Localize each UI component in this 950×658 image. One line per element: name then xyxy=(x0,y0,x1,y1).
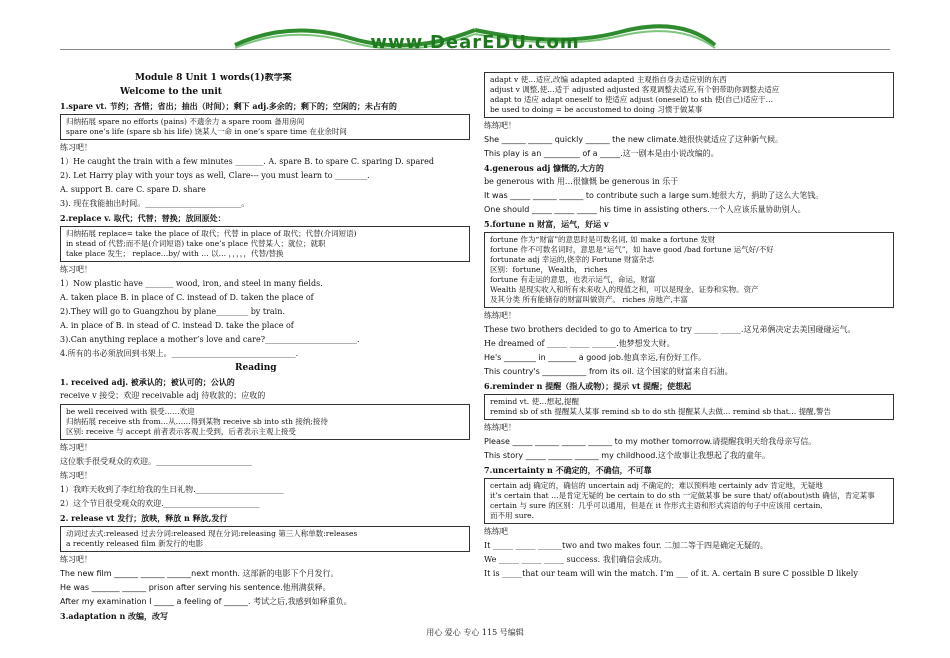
text-line: A. taken place B. in place of C. instead of D. taken the place of xyxy=(60,293,314,302)
note-line: 归纳拓展 replace= take the place of 取代；代替 in place of 取代；代替(介词短语) xyxy=(66,229,357,238)
section-heading: 2.replace v. 取代；代替；替换；放回原处： xyxy=(60,213,226,223)
note-line: fortunate adj 幸运的,侥幸的 Fortune 财富杂志 xyxy=(490,255,654,264)
section-heading: 7.uncertainty n 不确定的，不确信，不可靠 xyxy=(484,465,652,475)
text-line: 2).They will go to Guangzhou by plane________ by train. xyxy=(60,307,285,316)
page-footer: 用心 爱心 专心 115 号编辑 xyxy=(426,628,524,637)
note-line: fortune 作不可数名词时，意思是“运气”，如 have good /bad fortune 运气好/不好 xyxy=(490,245,774,254)
text-line: 练练吧！ xyxy=(484,311,516,320)
text-line: 练习吧！ xyxy=(60,143,92,152)
text-line: 这位歌手很受观众的欢迎。________________________ xyxy=(60,457,252,466)
text-line: The new film ______ ______ ______next month. 这部新的电影下个月发行。 xyxy=(60,569,339,578)
text-line: 练练吧！ xyxy=(484,121,516,130)
note-line: adjust v 调整,使…适于 adjusted adjusted 客观调整去适应,有个钥带助你调整去适应 xyxy=(490,85,780,94)
note-line: take place 发生； replace…by/ with … 以… ，，，，，代替/替换 xyxy=(66,249,284,258)
note-box xyxy=(60,114,470,140)
text-line: This story _____ ______ ______ my childhood.这个故事让我想起了我的童年。 xyxy=(484,451,770,460)
section-heading: 1. received adj. 被承认的；被认可的；公认的 xyxy=(60,377,235,387)
note-box xyxy=(60,404,470,440)
note-line: remind vt. 使…想起,提醒 xyxy=(490,397,579,406)
section-heading: 6.reminder n 提醒（指人或物）；提示 vt 提醒；使想起 xyxy=(484,381,692,391)
section-heading: 3.adaptation n 改编，改写 xyxy=(60,611,169,621)
header-divider xyxy=(60,49,890,50)
note-box xyxy=(484,394,894,420)
text-line: This country's ___________ from its oil. 这个国家的财富来自石油。 xyxy=(484,367,733,376)
text-line: He's ________ in _______ a good job.他真幸运,有份好工作。 xyxy=(484,353,706,362)
note-box xyxy=(60,526,470,552)
note-line: 归纳拓展 receive sth from…从……得到某物 receive sb into sth 接纳;接待 xyxy=(66,417,328,426)
text-line: A. support B. care C. spare D. share xyxy=(60,185,206,194)
note-line: fortune 有走运的意思，也表示运气，命运，财富 xyxy=(490,275,656,284)
text-line: 4.所有的书必须放回到书架上。_______________________________. xyxy=(60,349,299,358)
section-heading: Module 8 Unit 1 words(1)教学案 xyxy=(135,73,292,83)
text-line: It was _____ ______ ______ to contribute such a large sum.她很大方，捐助了这么大笔钱。 xyxy=(484,191,824,200)
text-line: 3). 现在我能抽出时间。________________________。 xyxy=(60,199,250,208)
text-line: 练习吧！ xyxy=(60,555,92,564)
note-line: be used to doing = be accustomed to doing 习惯于做某事 xyxy=(490,105,703,114)
note-box xyxy=(484,232,894,308)
text-line: 练习吧！ xyxy=(60,443,92,452)
note-line: in stead of 代替;而不是(介词短语) take one’s place 代替某人；就位；就职 xyxy=(66,239,326,248)
text-line: After my examination I _____ a feeling of ______. 考试之后,我感到如释重负。 xyxy=(60,597,352,606)
section-heading: Welcome to the unit xyxy=(120,87,222,97)
text-line: 2). Let Harry play with your toys as well, Clare--- you must learn to ________. xyxy=(60,171,370,180)
note-line: be well received with 很受……欢迎 xyxy=(66,407,195,416)
note-line: 及其分类 所有能储存的财富叫做资产。 riches 房地产,丰富 xyxy=(490,295,688,304)
text-line: receive v 接受；欢迎 receivable adj 待收款的；应收的 xyxy=(60,391,266,400)
text-line: We _____ _____ _____ success. 我们确信会成功。 xyxy=(484,555,667,564)
text-line: One should _____ _____ _____ his time in assisting others.一个人应该乐量协助别人。 xyxy=(484,205,806,214)
text-line: She ______ ______ quickly ______ the new climate.她很快就适应了这种新气候。 xyxy=(484,135,784,144)
text-line: 练习吧！ xyxy=(60,471,92,480)
text-line: This play is an _________ of a _____.这一剧本是由小说改编的。 xyxy=(484,149,719,158)
section-heading: 4.generous adj 慷慨的,大方的 xyxy=(484,163,604,173)
note-line: remind sb of sth 提醒某人某事 remind sb to do sth 提醒某人去做… remind sb that… 提醒,警告 xyxy=(490,407,832,416)
note-box xyxy=(484,72,894,118)
note-line: 而不用 sure. xyxy=(490,511,534,520)
note-line: 归纳拓展 spare no efforts (pains) 不遗余力 a spare room 备用房间 xyxy=(66,117,305,126)
note-line: 区别：fortune，Wealth， riches xyxy=(490,265,608,274)
text-line: These two brothers decided to go to America to try ______ _____.这兄弟俩决定去美国碰碰运气。 xyxy=(484,325,856,334)
text-line: 练练吧 xyxy=(484,527,508,536)
note-line: 动词过去式:released 过去分词:released 现在分词:releasing 第三人称单数:releases xyxy=(66,529,358,538)
left-column xyxy=(60,70,470,622)
note-line: spare one’s life (spare sb his life) 饶某人一命 in one’s spare time 在业余时间 xyxy=(66,127,347,136)
text-line: He dreamed of _____ _____ ______.他梦想发大财。 xyxy=(484,339,675,348)
text-line: Please _____ ______ ______ ______ to my mother tomorrow.请提醒我明天给我母亲写信。 xyxy=(484,437,817,446)
text-line: He was _______ ______ prison after serving his sentence.他刑满获释。 xyxy=(60,583,331,592)
note-line: fortune 作为“财富”的意思时是可数名词, 如 make a fortune 发财 xyxy=(490,235,716,244)
note-line: certain adj 确定的，确信的 uncertain adj 不确定的；难以预料地 certainly adv 肯定地，无疑地 xyxy=(490,481,823,490)
text-line: 练习吧！ xyxy=(60,265,92,274)
text-line: 1）He caught the train with a few minutes _______. A. spare B. to spare C. sparing D. spared xyxy=(60,157,434,166)
right-column xyxy=(484,70,894,580)
text-line: 练练吧！ xyxy=(484,423,516,432)
section-heading: Reading xyxy=(235,363,277,373)
text-line: 3).Can anything replace a mother’s love and care?_______________________. xyxy=(60,335,360,344)
note-line: 区别: receive 与 accept 前者表示客观上受到，后者表示主观上接受 xyxy=(66,427,296,436)
site-logo[interactable]: www.DearEDU.com xyxy=(370,32,580,53)
text-line: 1）我昨天收到了李红给我的生日礼物.______________________ xyxy=(60,485,284,494)
text-line: A. in place of B. in stead of C. instead D. take the place of xyxy=(60,321,294,330)
text-line: 2）这个节目很受观众的欢迎.________________________ xyxy=(60,499,260,508)
note-line: a recently released film 新发行的电影 xyxy=(66,539,204,548)
section-heading: 1.spare vt. 节约；吝惜；省出；抽出（时间）；剩下 adj.多余的；剩下的；空闲的；未占有的 xyxy=(60,101,397,111)
text-line: It is _____that our team will win the match. I’m ___ of it. A. certain B sure C possible D likely xyxy=(484,569,858,578)
text-line: It _____ _____ ______two and two makes four. 二加二等于四是确定无疑的。 xyxy=(484,541,768,550)
section-heading: 5.fortune n 财富，运气，好运 v xyxy=(484,219,609,229)
text-line: be generous with 用…很慷慨 be generous in 乐于 xyxy=(484,177,679,186)
text-line: 1）Now plastic have _______ wood, iron, and steel in many fields. xyxy=(60,279,323,288)
section-heading: 2. release vt 发行；放映，释放 n 释放,发行 xyxy=(60,513,228,523)
note-line: Wealth 是现实收入和所有未来收入的现值之和，可以是现金、证券和实物。资产 xyxy=(490,285,759,294)
note-line: it’s certain that …是肯定无疑的 be certain to do sth 一定做某事 be sure that/ of(about)sth 确信，肯定某事 xyxy=(490,491,875,500)
note-line: adapt to 适应 adapt oneself to 使适应 adjust (oneself) to sth 使(自己)适应于… xyxy=(490,95,774,104)
note-box xyxy=(60,226,470,262)
note-line: adapt v 使…适应,改编 adapted adapted 主观指自身去适应别的东西 xyxy=(490,75,727,84)
note-box xyxy=(484,478,894,524)
note-line: certain 与 sure 的区别：几乎可以通用，但是在 it 作形式主语和形式宾语的句子中应该用 certain, xyxy=(490,501,823,510)
